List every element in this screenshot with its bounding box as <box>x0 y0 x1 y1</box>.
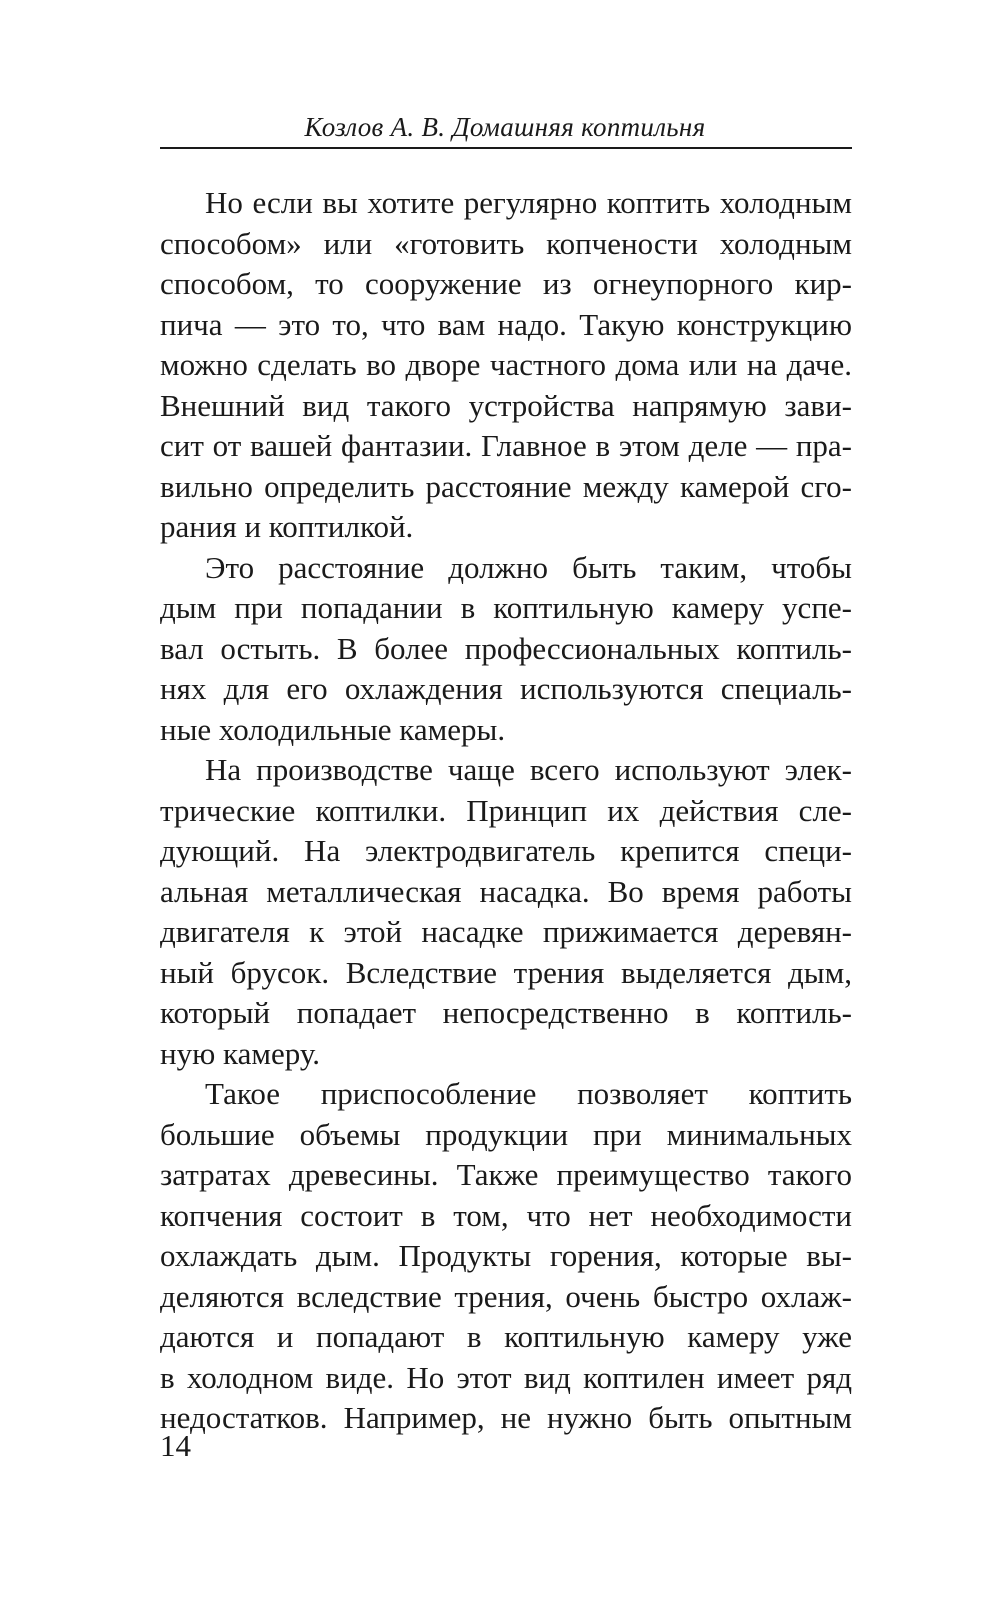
text-line: трические коптилки. Принцип их действия сле- <box>160 792 852 828</box>
text-line: ные холодильные камеры. <box>160 711 506 747</box>
text-line: недостатков. Например, не нужно быть опытным <box>160 1400 852 1435</box>
text-line: в холодном виде. Но этот вид коптилен имеет ряд <box>160 1359 852 1395</box>
running-header: Козлов А. В. Домашняя коптильня <box>304 112 706 142</box>
text-line: способом, то сооружение из огнеупорного кир- <box>160 266 852 301</box>
text-line: пича — это то, что вам надо. Такую конструкцию <box>160 306 852 342</box>
header-rule <box>160 147 852 149</box>
text-line: копчения состоит в том, что нет необходимости <box>160 1197 852 1233</box>
page-number: 14 <box>160 1428 191 1463</box>
text-line: охлаждать дым. Продукты горения, которые вы- <box>160 1238 852 1273</box>
text-line: дым при попадании в коптильную камеру успе- <box>160 590 852 625</box>
text-line: ную камеру. <box>160 1035 320 1071</box>
text-line: Такое приспособление позволяет коптить <box>205 1076 852 1111</box>
text-line: который попадает непосредственно в коптиль- <box>160 995 852 1030</box>
text-line: можно сделать во дворе частного дома или на даче. <box>160 347 852 382</box>
text-line: Внешний вид такого устройства напрямую зави- <box>160 387 852 423</box>
text-line: сит от вашей фантазии. Главное в этом деле — пра- <box>160 428 852 463</box>
text-line: вал остыть. В более профессиональных коптиль- <box>160 630 852 666</box>
text-line: рания и коптилкой. <box>160 509 414 544</box>
text-line: даются и попадают в коптильную камеру уже <box>160 1319 852 1354</box>
text-line: Это расстояние должно быть таким, чтобы <box>205 549 852 585</box>
text-line: На производстве чаще всего используют элек- <box>205 752 852 787</box>
text-line: вильно определить расстояние между камерой сго- <box>160 468 852 504</box>
text-line: нях для его охлаждения используются специаль- <box>160 671 852 706</box>
text-line: альная металлическая насадка. Во время работы <box>160 873 852 909</box>
text-line: большие объемы продукции при минимальных <box>160 1116 852 1152</box>
text-line: дующий. На электродвигатель крепится специ- <box>160 833 852 868</box>
body-text <box>160 183 852 1439</box>
text-line: Но если вы хотите регулярно коптить холодным <box>205 185 852 220</box>
text-line: затратах древесины. Также преимущество такого <box>160 1157 852 1192</box>
text-line: способом» или «готовить копчености холодным <box>160 225 852 261</box>
text-line: двигателя к этой насадке прижимается деревян- <box>160 914 852 949</box>
text-line: деляются вследствие трения, очень быстро охлаж- <box>160 1278 852 1314</box>
text-line: ный брусок. Вследствие трения выделяется дым, <box>160 954 852 990</box>
